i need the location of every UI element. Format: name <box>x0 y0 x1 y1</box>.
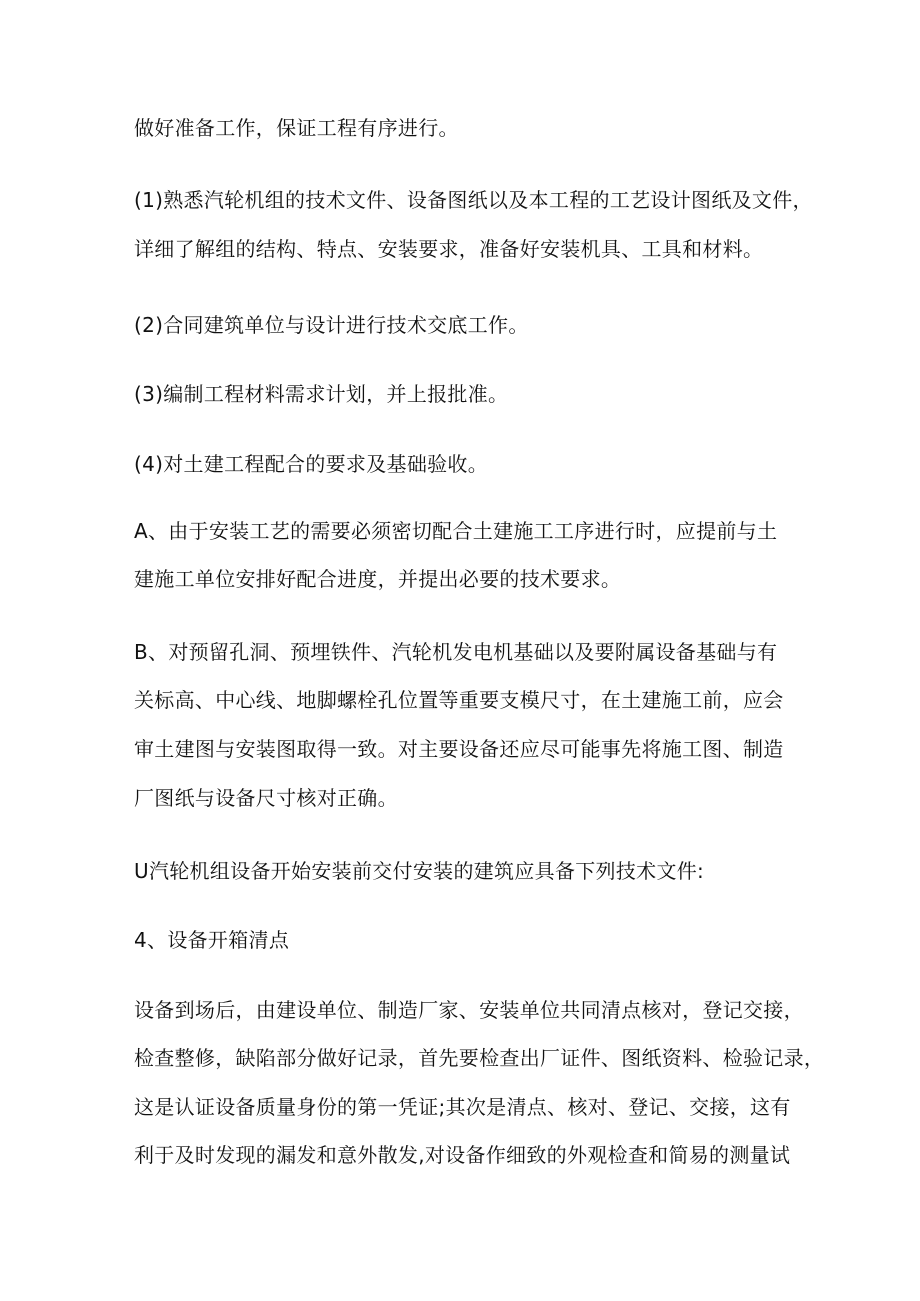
paragraph-line: 详细了解组的结构、特点、安装要求，准备好安装机具、工具和材料。 <box>134 237 764 261</box>
paragraph-line: 审土建图与安装图取得一致。对主要设备还应尽可能事先将施工图、制造 <box>134 737 784 761</box>
paragraph-line: U汽轮机组设备开始安装前交付安装的建筑应具备下列技术文件: <box>134 859 705 883</box>
paragraph-line: 建施工单位安排好配合进度，并提出必要的技术要求。 <box>134 567 622 591</box>
paragraph-line: B、对预留孔洞、预埋铁件、汽轮机发电机基础以及要附属设备基础与有 <box>134 640 778 664</box>
paragraph-line: 4、设备开箱清点 <box>134 928 290 952</box>
paragraph-line: 检查整修，缺陷部分做好记录，首先要检查出厂证件、图纸资料、检验记录， <box>134 1046 825 1070</box>
paragraph-line: 设备到场后，由建设单位、制造厂家、安装单位共同清点核对，登记交接， <box>134 998 804 1022</box>
paragraph-line: (3)编制工程材料需求计划，并上报批准。 <box>134 382 509 406</box>
paragraph-line: (2)合同建筑单位与设计进行技术交底工作。 <box>134 313 529 337</box>
paragraph-line: (4)对土建工程配合的要求及基础验收。 <box>134 452 489 476</box>
paragraph-line: 关标高、中心线、地脚螺栓孔位置等重要支模尺寸，在土建施工前，应会 <box>134 688 784 712</box>
paragraph-line: 这是认证设备质量身份的第一凭证;其次是清点、核对、登记、交接，这有 <box>134 1095 791 1119</box>
paragraph-line: 利于及时发现的漏发和意外散发,对设备作细致的外观检查和简易的测量试 <box>134 1143 791 1167</box>
paragraph-line: 做好准备工作，保证工程有序进行。 <box>134 116 459 140</box>
paragraph-line: 厂图纸与设备尺寸核对正确。 <box>134 786 398 810</box>
paragraph-line: A、由于安装工艺的需要必须密切配合土建施工工序进行时，应提前与土 <box>134 519 778 543</box>
paragraph-line: (1)熟悉汽轮机组的技术文件、设备图纸以及本工程的工艺设计图纸及文件， <box>134 188 813 212</box>
